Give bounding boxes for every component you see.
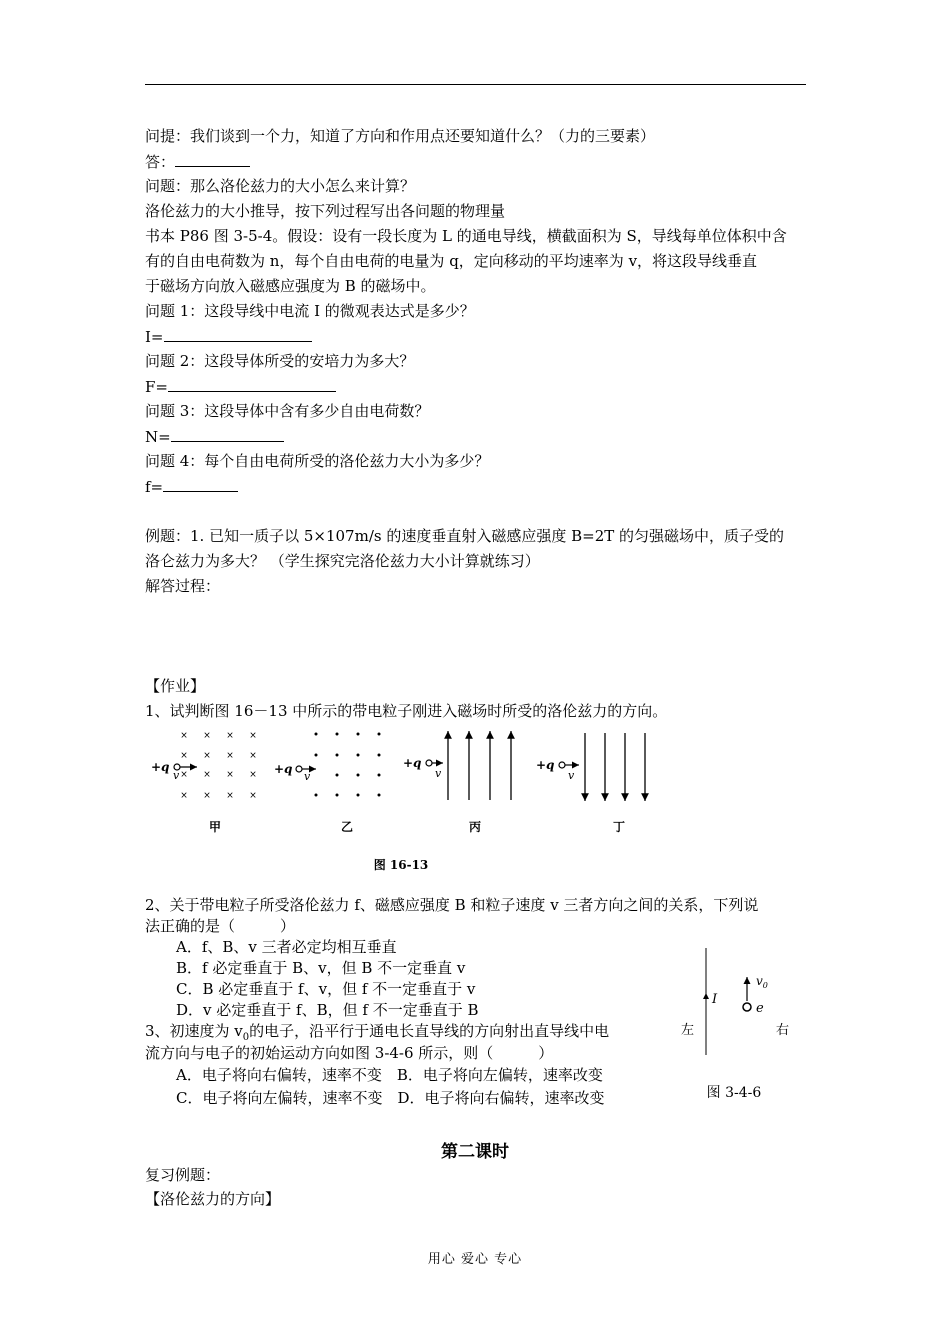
question-size: 问题：那么洛伦兹力的大小怎么来计算？ bbox=[145, 177, 416, 195]
figure-16-13 bbox=[145, 725, 665, 880]
review-label: 复习例题： bbox=[145, 1166, 221, 1184]
svg-text:×: × bbox=[249, 791, 257, 801]
options-3cd[interactable]: C．电子将向左偏转，速率不变 D．电子将向右偏转，速率改变 bbox=[176, 1089, 605, 1107]
svg-text:×: × bbox=[180, 751, 188, 761]
panel-ding-velocity-label: v bbox=[568, 769, 575, 782]
option-2d[interactable]: D．v 必定垂直于 f、B，但 f 不一定垂直于 B bbox=[176, 1001, 479, 1019]
option-2b[interactable]: B．f 必定垂直于 B、v，但 B 不一定垂直 v bbox=[176, 959, 466, 977]
book-paragraph-line-2: 有的自由电荷数为 n，每个自由电荷的电量为 q，定向移动的平均速率为 v，将这段导线垂直 bbox=[145, 252, 758, 270]
panel-yi-particle bbox=[296, 766, 302, 772]
current-label: I bbox=[712, 992, 718, 1007]
lorentz-formula-blank[interactable] bbox=[163, 476, 238, 492]
charge-count-blank[interactable] bbox=[171, 426, 284, 442]
panel-jia-charge: +q bbox=[151, 760, 170, 774]
svg-text:×: × bbox=[226, 731, 234, 741]
question-4: 问题 4：每个自由电荷所受的洛伦兹力大小为多少？ bbox=[145, 452, 490, 470]
figure-3-4-6-caption: 图 3-4-6 bbox=[706, 1085, 762, 1101]
homework-3-prefix: 3、初速度为 v bbox=[145, 1022, 243, 1040]
right-label: 右 bbox=[776, 1023, 790, 1038]
question-intro: 问提：我们谈到一个力，知道了方向和作用点还要知道什么？（力的三要素） bbox=[145, 127, 656, 145]
panel-jia-crosses bbox=[180, 731, 257, 801]
question-3: 问题 3：这段导体中含有多少自由电荷数？ bbox=[145, 402, 430, 420]
lorentz-formula-line bbox=[145, 476, 238, 497]
derivation-intro: 洛伦兹力的大小推导，按下列过程写出各问题的物理量 bbox=[145, 202, 506, 220]
svg-text:×: × bbox=[249, 751, 257, 761]
homework-3-suffix: 的电子，沿平行于通电长直导线的方向射出直导线中电 bbox=[249, 1022, 610, 1040]
panel-jia-velocity-label: v bbox=[173, 769, 180, 782]
panel-ding-field-lines bbox=[585, 733, 645, 801]
book-paragraph-line-3: 于磁场方向放入磁感应强度为 B 的磁场中。 bbox=[145, 277, 436, 295]
panel-jia-label: 甲 bbox=[208, 820, 222, 834]
electron bbox=[743, 1003, 751, 1011]
answer-line bbox=[145, 151, 250, 172]
panel-ding-charge: +q bbox=[536, 758, 555, 772]
option-2c[interactable]: C．B 必定垂直于 f、v，但 f 不一定垂直于 v bbox=[176, 980, 476, 998]
force-formula-blank[interactable] bbox=[168, 376, 336, 392]
current-formula-label: I= bbox=[145, 328, 164, 346]
panel-bing-charge: +q bbox=[403, 756, 422, 770]
svg-text:×: × bbox=[226, 751, 234, 761]
answer-label: 答： bbox=[145, 153, 176, 171]
left-label: 左 bbox=[681, 1023, 695, 1038]
panel-yi-label: 乙 bbox=[340, 820, 354, 834]
current-formula-line bbox=[145, 326, 312, 347]
figure-3-4-6 bbox=[672, 945, 802, 1105]
option-2a[interactable]: A．f、B、v 三者必定均相互垂直 bbox=[176, 938, 397, 956]
panel-bing-label: 丙 bbox=[468, 820, 482, 834]
homework-1: 1、试判断图 16－13 中所示的带电粒子刚进入磁场时所受的洛伦兹力的方向。 bbox=[145, 702, 668, 720]
homework-3-subscript: 0 bbox=[242, 1032, 250, 1043]
figure-16-13-caption: 图 16-13 bbox=[373, 858, 429, 872]
svg-text:×: × bbox=[226, 791, 234, 801]
lesson-2-title: 第二课时 bbox=[441, 1142, 509, 1162]
homework-2-line-1: 2、关于带电粒子所受洛伦兹力 f、磁感应强度 B 和粒子速度 v 三者方向之间的关系，下列说 bbox=[145, 896, 759, 914]
svg-text:×: × bbox=[180, 791, 188, 801]
svg-text:×: × bbox=[203, 731, 211, 741]
panel-yi-velocity-label: v bbox=[304, 770, 311, 783]
question-2: 问题 2：这段导体所受的安培力为多大？ bbox=[145, 352, 415, 370]
header-rule bbox=[145, 84, 806, 85]
options-3ab[interactable]: A．电子将向右偏转，速率不变 B．电子将向左偏转，速率改变 bbox=[176, 1066, 603, 1084]
example-line-1: 例题：1. 已知一质子以 5×107m/s 的速度垂直射入磁感应强度 B=2T 的匀强磁场中，质子受的 bbox=[145, 527, 785, 545]
svg-text:×: × bbox=[180, 770, 188, 780]
lorentz-formula-label: f= bbox=[145, 478, 164, 496]
book-paragraph-line-1: 书本 P86 图 3-5-4。假设：设有一段长度为 L 的通电导线，横截面积为 S，导线每单位体积中含 bbox=[145, 227, 787, 245]
panel-ding-label: 丁 bbox=[612, 820, 626, 834]
force-formula-line bbox=[145, 376, 336, 397]
example-line-2: 洛仑兹力为多大？ （学生探究完洛伦兹力大小计算就练习） bbox=[145, 552, 540, 570]
panel-yi-dots bbox=[315, 733, 381, 797]
electron-label: e bbox=[756, 1001, 764, 1016]
svg-text:×: × bbox=[249, 770, 257, 780]
svg-text:×: × bbox=[249, 731, 257, 741]
answer-blank[interactable] bbox=[175, 151, 250, 167]
solution-label: 解答过程： bbox=[145, 577, 221, 595]
direction-heading: 【洛伦兹力的方向】 bbox=[145, 1190, 281, 1208]
svg-text:×: × bbox=[226, 770, 234, 780]
svg-text:×: × bbox=[203, 791, 211, 801]
page-footer: 用心 爱心 专心 bbox=[427, 1252, 523, 1267]
panel-bing-field-lines bbox=[448, 731, 511, 800]
svg-text:×: × bbox=[203, 770, 211, 780]
panel-bing-velocity-label: v bbox=[435, 767, 442, 780]
homework-2-line-2: 法正确的是（ ） bbox=[145, 917, 296, 935]
svg-text:×: × bbox=[180, 731, 188, 741]
charge-count-label: N= bbox=[145, 428, 171, 446]
panel-bing-particle bbox=[426, 760, 432, 766]
force-formula-label: F= bbox=[145, 378, 168, 396]
panel-ding-particle bbox=[559, 762, 565, 768]
question-1: 问题 1：这段导线中电流 I 的微观表达式是多少？ bbox=[145, 302, 475, 320]
svg-text:×: × bbox=[203, 751, 211, 761]
homework-heading: 【作业】 bbox=[145, 677, 206, 695]
panel-yi-charge: +q bbox=[274, 762, 293, 776]
current-formula-blank[interactable] bbox=[164, 326, 312, 342]
electron-velocity-label: $v_0$ bbox=[756, 974, 768, 990]
homework-3-line-2: 流方向与电子的初始运动方向如图 3-4-6 所示，则（ ） bbox=[145, 1044, 554, 1062]
charge-count-line bbox=[145, 426, 284, 447]
